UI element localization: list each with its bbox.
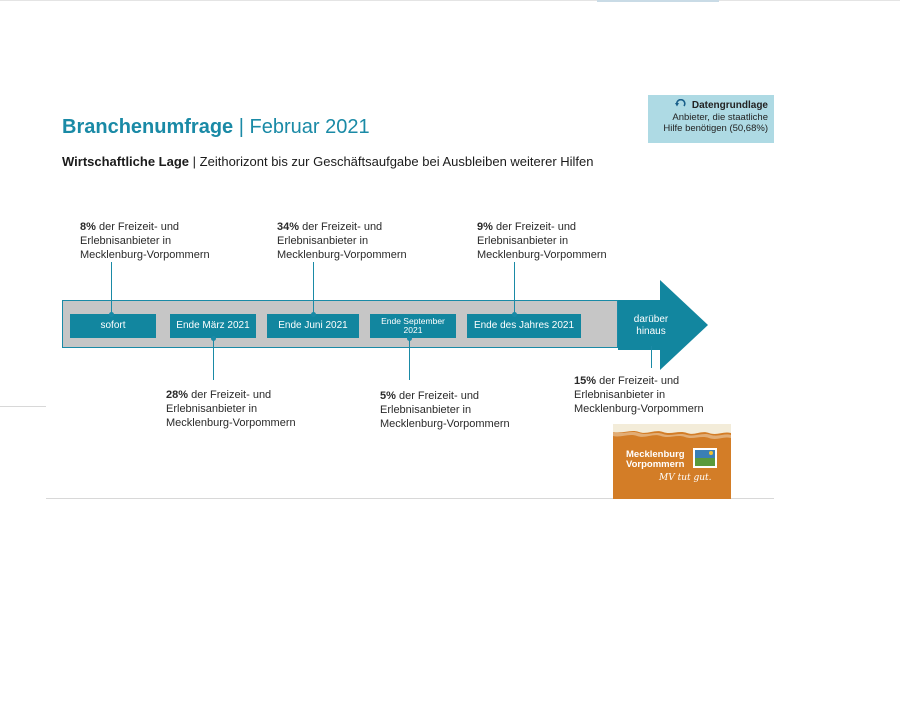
note-darueber-hinaus: 15% der Freizeit- und Erlebnisanbieter in Mecklenburg-Vorpommern (574, 375, 704, 415)
timeline-segment-maerz: Ende März 2021 (170, 314, 256, 338)
note-september: 5% der Freizeit- und Erlebnisanbieter in Mecklenburg-Vorpommern (380, 390, 510, 430)
data-basis-heading: Datengrundlage (691, 100, 768, 111)
connector-dot (512, 312, 517, 317)
timeline-segment-juni: Ende Juni 2021 (267, 314, 359, 338)
note-sofort: 8% der Freizeit- und Erlebnisanbieter in Mecklenburg-Vorpommern (80, 221, 210, 261)
subtitle-bold: Wirtschaftliche Lage (62, 154, 190, 169)
logo-text: Mecklenburg Vorpommern (626, 449, 685, 470)
data-basis-line2: Hilfe benötigen (50,68%) (663, 123, 768, 134)
refresh-arrow-icon (675, 99, 687, 109)
top-accent-bar (597, 0, 719, 2)
subtitle-rest: Zeithorizont bis zur Geschäftsaufgabe bei Ausbleiben weiterer Hilfen (199, 154, 594, 169)
timeline-segment-september: Ende September 2021 (370, 314, 456, 338)
connector-line (313, 262, 314, 314)
subtitle-separator: | (192, 154, 197, 169)
title-rest: Februar 2021 (249, 116, 370, 138)
connector-line (514, 262, 515, 314)
left-divider (0, 406, 46, 407)
connector-line (213, 338, 214, 380)
mv-logo (613, 424, 731, 499)
page-subtitle (62, 154, 594, 169)
title-separator: | (238, 116, 244, 138)
timeline-segment-jahresende: Ende des Jahres 2021 (467, 314, 581, 338)
note-juni: 34% der Freizeit- und Erlebnisanbieter in Mecklenburg-Vorpommern (277, 221, 407, 261)
connector-dot (311, 312, 316, 317)
data-basis-box (648, 95, 774, 143)
connector-line (651, 346, 652, 368)
arrow-label: darüber hinaus (633, 314, 669, 337)
note-maerz: 28% der Freizeit- und Erlebnisanbieter in Mecklenburg-Vorpommern (166, 389, 296, 429)
connector-dot (211, 336, 216, 341)
connector-line (111, 262, 112, 314)
data-basis-line1: Anbieter, die staatliche (672, 111, 768, 123)
top-divider (0, 0, 900, 1)
logo-slogan: MV tut gut. (659, 473, 712, 483)
connector-line (409, 338, 410, 380)
note-jahresende: 9% der Freizeit- und Erlebnisanbieter in Mecklenburg-Vorpommern (477, 221, 607, 261)
connector-dot (407, 336, 412, 341)
title-bold: Branchenumfrage (62, 116, 234, 138)
page-title (62, 116, 370, 139)
connector-dot (109, 312, 114, 317)
timeline-segment-sofort: sofort (70, 314, 156, 338)
